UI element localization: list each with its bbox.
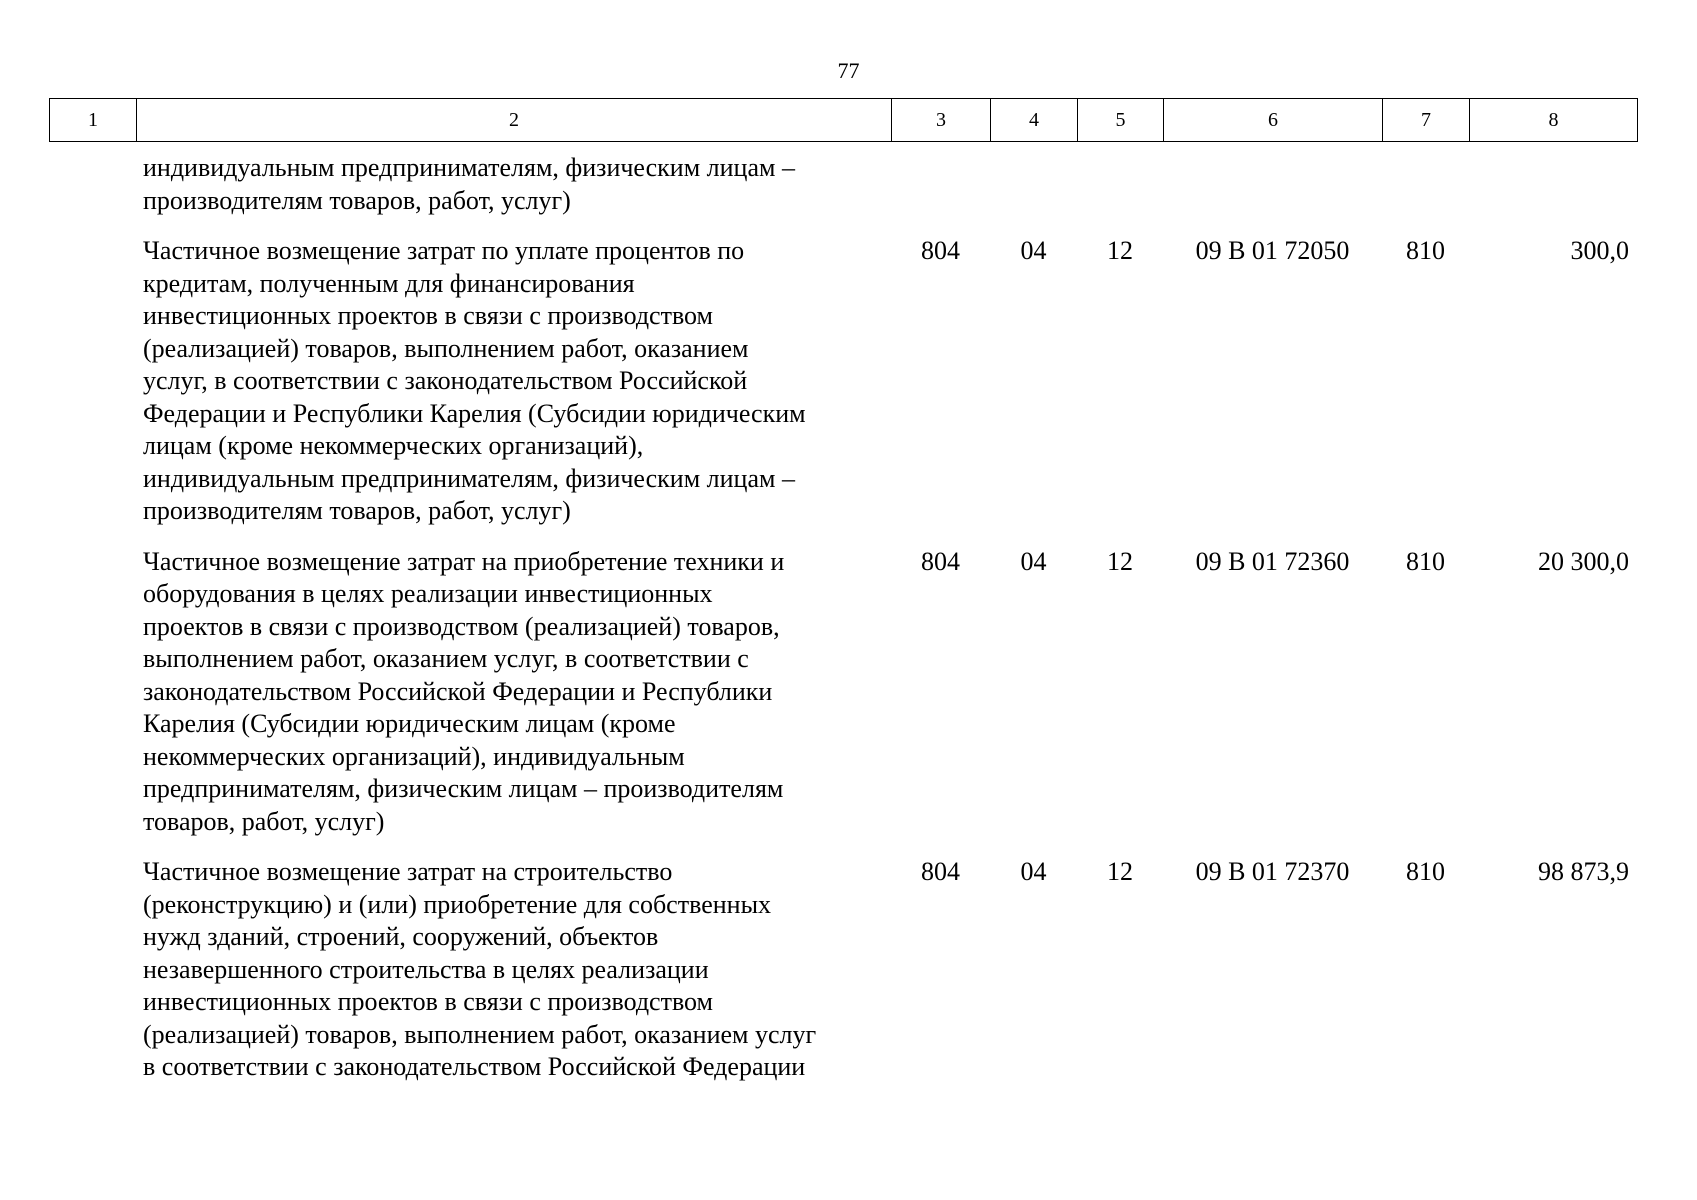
department-code: 804: [921, 857, 960, 886]
expense-type-code: 810: [1406, 857, 1445, 886]
description-line: Частичное возмещение затрат на строительство: [143, 857, 673, 886]
description-line: Частичное возмещение затрат по уплате процентов по: [143, 236, 745, 265]
description-line: (реализацией) товаров, выполнением работ, оказанием услуг: [143, 1019, 817, 1049]
description-line: индивидуальным предпринимателям, физическим лицам –: [143, 463, 795, 493]
description-line: нужд зданий, строений, сооружений, объектов: [143, 922, 659, 951]
table-body: [49, 152, 1637, 1102]
budget-table: [49, 152, 1637, 1102]
expense-description: [49, 235, 891, 546]
description-line: производителям товаров, работ, услуг): [143, 496, 571, 525]
target-article-code: 09 В 01 72050: [1195, 236, 1350, 265]
expense-description: [49, 546, 891, 857]
description-line: проектов в связи с производством (реализацией) товаров,: [143, 611, 780, 641]
target-article-code: 09 В 01 72360: [1195, 546, 1350, 576]
amount: 98 873,9: [1538, 857, 1629, 886]
table-row: [49, 152, 1637, 235]
expense-type-code: [1382, 152, 1469, 235]
description-line: незавершенного строительства в целях реализации: [143, 954, 709, 984]
description-line: кредитам, полученным для финансирования: [143, 268, 635, 298]
amount: 20 300,0: [1538, 546, 1629, 576]
expense-description: [49, 856, 891, 1102]
description-line: Частичное возмещение затрат на приобретение техники и: [143, 546, 785, 576]
description-line: производителям товаров, работ, услуг): [143, 185, 571, 215]
expense-type-code: 810: [1406, 236, 1445, 265]
section-code: [990, 152, 1077, 235]
target-article-code: 09 В 01 72370: [1195, 857, 1350, 886]
table-row: [49, 235, 1637, 546]
description-line: Федерации и Республики Карелия (Субсидии юридическим: [143, 398, 806, 428]
description-line: лицам (кроме некоммерческих организаций),: [143, 431, 644, 460]
table-row: [49, 856, 1637, 1102]
subsection-code: 12: [1107, 236, 1133, 265]
column-number-7: 7: [1383, 99, 1470, 142]
table-row: [49, 546, 1637, 857]
column-number-2: 2: [137, 99, 892, 142]
column-number-5: 5: [1078, 99, 1164, 142]
section-code: 04: [1020, 857, 1047, 886]
section-code: 04: [1020, 546, 1047, 576]
subsection-code: [1077, 152, 1163, 235]
description-line: в соответствии с законодательством Российской Федерации: [143, 1052, 806, 1081]
description-line: выполнением работ, оказанием услуг, в соответствии с: [143, 644, 749, 673]
column-number-6: 6: [1164, 99, 1383, 142]
description-line: индивидуальным предпринимателям, физическим лицам –: [143, 153, 795, 182]
column-number-3: 3: [892, 99, 991, 142]
column-number-8: 8: [1470, 99, 1638, 142]
expense-description: [49, 152, 891, 235]
description-line: инвестиционных проектов в связи с производством: [143, 301, 714, 330]
description-line: товаров, работ, услуг): [143, 806, 385, 836]
section-code: 04: [1020, 236, 1047, 265]
description-line: (реализацией) товаров, выполнением работ, оказанием: [143, 333, 749, 363]
department-code: [891, 152, 990, 235]
column-number-4: 4: [991, 99, 1078, 142]
description-line: Карелия (Субсидии юридическим лицам (кроме: [143, 709, 676, 738]
department-code: 804: [921, 236, 960, 265]
column-number-row: [50, 99, 1638, 142]
page-number: 77: [837, 58, 860, 83]
subsection-code: 12: [1107, 857, 1133, 886]
column-header-table: [49, 98, 1638, 142]
amount: 300,0: [1570, 236, 1629, 265]
amount: [1469, 152, 1637, 235]
description-line: оборудования в целях реализации инвестиционных: [143, 579, 713, 608]
subsection-code: 12: [1107, 546, 1133, 576]
target-article-code: [1163, 152, 1382, 235]
description-line: инвестиционных проектов в связи с производством: [143, 987, 714, 1016]
description-line: законодательством Российской Федерации и Республики: [143, 676, 773, 706]
column-number-1: 1: [50, 99, 137, 142]
department-code: 804: [921, 546, 960, 576]
description-line: некоммерческих организаций), индивидуальным: [143, 741, 685, 771]
expense-type-code: 810: [1406, 546, 1445, 576]
description-line: услуг, в соответствии с законодательством Российской: [143, 366, 748, 395]
description-line: предпринимателям, физическим лицам – производителям: [143, 774, 784, 803]
description-line: (реконструкцию) и (или) приобретение для собственных: [143, 889, 772, 919]
